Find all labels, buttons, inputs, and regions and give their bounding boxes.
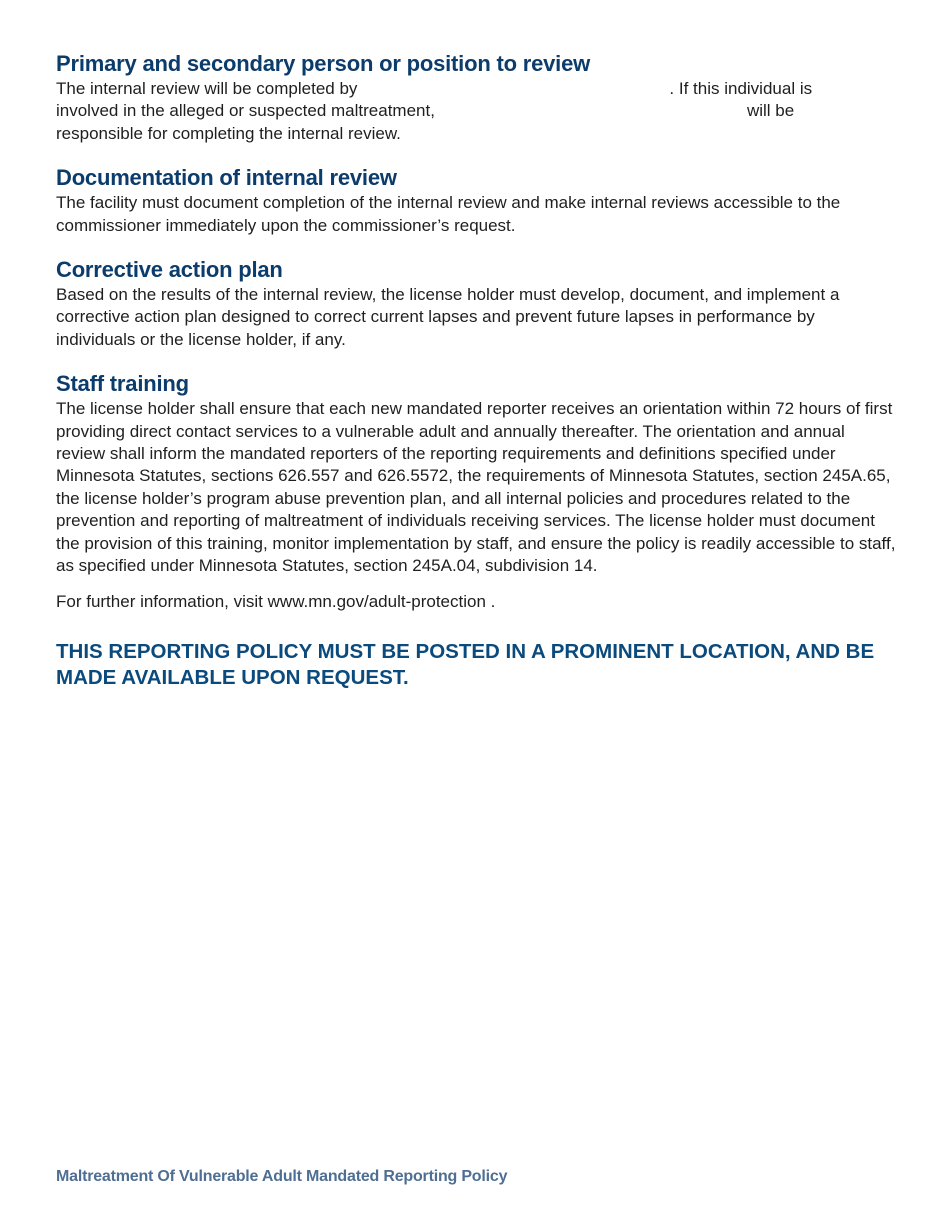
review-line1-end: . If this individual is: [669, 79, 813, 98]
section-body-training: The license holder shall ensure that each new mandated reporter receives an orientation within 72 hours of first providing direct contact services to a vulnerable adult and annually thereafter. The orientation and annual review shall inform the mandated reporters of the reporting requirements and definitions specified under Minnesota Statutes, sections 626.557 and 626.5572, the requirements of Minnesota Statutes, section 245A.65, the license holder’s program abuse prevention plan, and all internal policies and procedures related to the prevention and reporting of maltreatment of individuals receiving services. The license holder must document the provision of this training, monitor implementation by staff, and ensure the policy is readily accessible to staff, as specified under Minnesota Statutes, section 245A.04, subdivision 14.: [56, 399, 896, 576]
posting-notice: THIS REPORTING POLICY MUST BE POSTED IN A PROMINENT LOCATION, AND BE MADE AVAILABLE UPON REQUEST.: [56, 639, 875, 689]
review-line2-end: will be: [746, 101, 795, 121]
section-review: [56, 50, 896, 145]
section-heading-review: Primary and secondary person or position to review: [56, 51, 591, 76]
section-body-review: [56, 78, 896, 145]
section-documentation: [56, 164, 896, 237]
section-heading-corrective: Corrective action plan: [56, 257, 283, 283]
further-info-prefix: For further information, visit: [56, 591, 263, 611]
section-body-documentation: The facility must document completion of the internal review and make internal reviews accessible to the commissioner immediately upon the commissioner’s request.: [56, 193, 841, 235]
further-info-suffix: .: [485, 591, 496, 611]
section-heading-training: Staff training: [56, 371, 189, 397]
section-corrective: [56, 256, 896, 351]
review-line2-start: involved in the alleged or suspected maltreatment,: [56, 101, 435, 121]
adult-protection-link[interactable]: www.mn.gov/adult-protection: [267, 591, 486, 611]
review-line1-start: The internal review will be completed by: [56, 79, 358, 98]
review-line3: responsible for completing the internal review.: [56, 123, 401, 143]
section-training: [56, 370, 896, 577]
section-body-corrective: Based on the results of the internal review, the license holder must develop, document, and implement a corrective action plan designed to correct current lapses and prevent future lapses in performance by individuals or the license holder, if any.: [56, 285, 840, 349]
document-page: [56, 50, 896, 711]
further-information: [56, 591, 896, 613]
section-heading-documentation: Documentation of internal review: [56, 165, 397, 191]
page-footer: Maltreatment Of Vulnerable Adult Mandated Reporting Policy: [56, 1168, 508, 1185]
